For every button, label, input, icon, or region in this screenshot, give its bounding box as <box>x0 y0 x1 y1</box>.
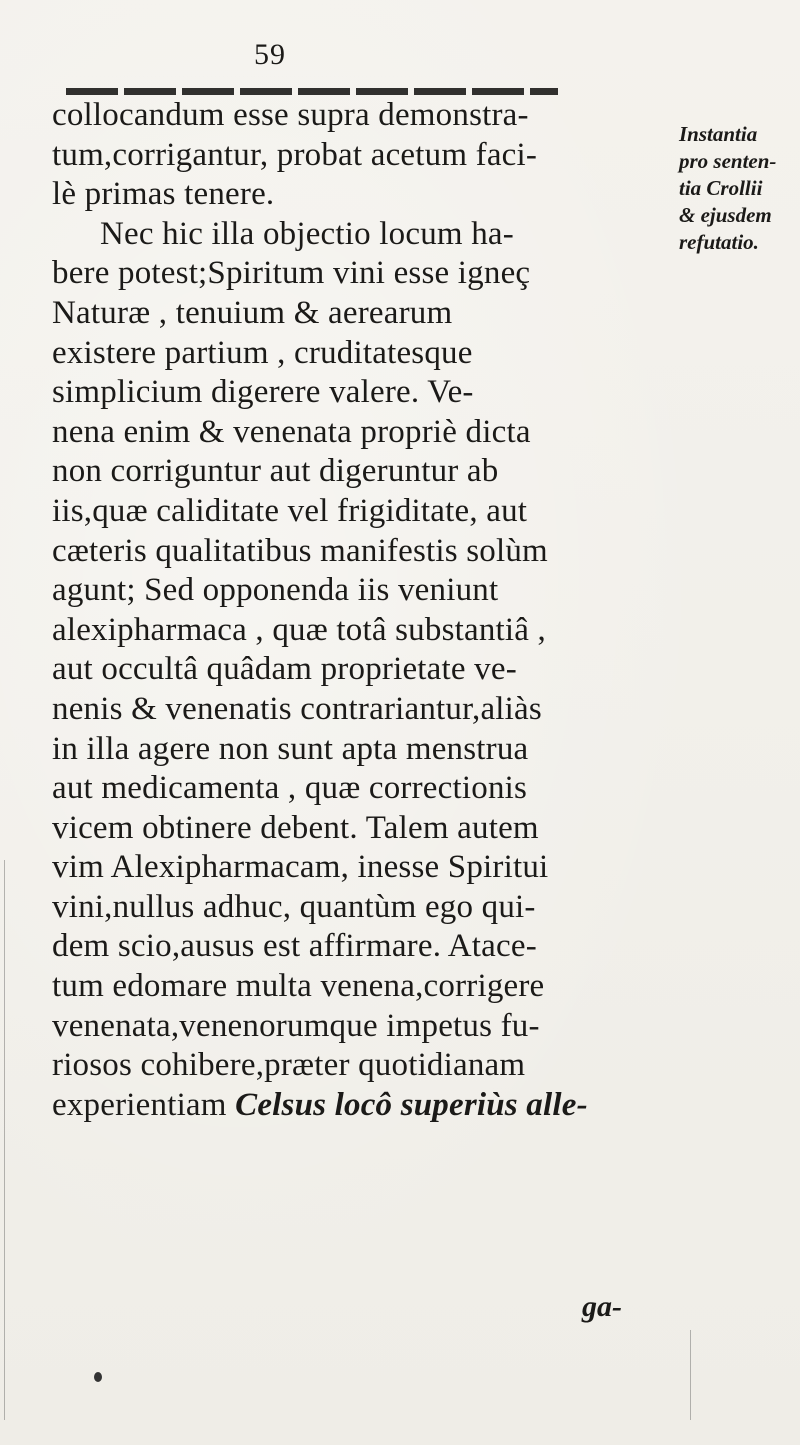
text-line: aut occultâ quâdam proprietate ve- <box>52 651 517 688</box>
body-text <box>52 96 638 1125</box>
paper-crease <box>4 860 5 1420</box>
ink-speck <box>94 1372 102 1382</box>
text-line: cæteris qualitatibus manifestis solùm <box>52 532 548 569</box>
text-line: vini,nullus adhuc, quantùm ego qui- <box>52 888 536 925</box>
citation-italic: Celsus locô superiùs alle- <box>235 1086 588 1123</box>
text-line: simplicium digerere valere. Ve- <box>52 374 474 411</box>
text-line: bere potest;Spiritum vini esse igneç <box>52 255 531 292</box>
text-line: venenata,venenorumque impetus fu- <box>52 1007 540 1044</box>
margin-note <box>679 121 797 256</box>
margin-note-line: refutatio. <box>679 230 759 254</box>
catchword: ga- <box>582 1290 622 1323</box>
text-line: nena enim & venenata propriè dicta <box>52 413 531 450</box>
text-line-last-prefix: experientiam <box>52 1086 227 1123</box>
text-line: in illa agere non sunt apta menstrua <box>52 730 529 767</box>
text-line: non corriguntur aut digeruntur ab <box>52 453 499 490</box>
text-line: tum edomare multa venena,corrigere <box>52 968 545 1005</box>
text-line: iis,quæ caliditate vel frigiditate, aut <box>52 492 528 529</box>
text-line: collocandum esse supra demonstra- <box>52 97 529 133</box>
text-line: riosos cohibere,præter quotidianam <box>52 1047 526 1084</box>
text-line: vim Alexipharmacam, inesse Spiritui <box>52 849 549 886</box>
margin-note-line: pro senten- <box>679 149 777 173</box>
margin-note-line: & ejusdem <box>679 203 772 227</box>
text-line: agunt; Sed opponenda iis veniunt <box>52 572 499 609</box>
text-line: Nec hic illa objectio locum ha- <box>100 215 514 252</box>
text-line: nenis & venenatis contrariantur,aliàs <box>52 690 542 727</box>
margin-note-line: tia Crollii <box>679 176 763 200</box>
text-line: vicem obtinere debent. Talem autem <box>52 809 539 846</box>
text-line: lè primas tenere. <box>52 176 275 213</box>
text-line: tum,corrigantur, probat acetum faci- <box>52 136 538 173</box>
header-rule <box>66 88 558 95</box>
page-number: 59 <box>254 38 286 71</box>
text-line: aut medicamenta , quæ correctionis <box>52 770 528 807</box>
text-line: alexipharmaca , quæ totâ substantiâ , <box>52 611 547 648</box>
text-line: Naturæ , tenuium & aerearum <box>52 294 453 331</box>
text-line: existere partium , cruditatesque <box>52 334 473 371</box>
margin-note-line: Instantia <box>679 122 758 146</box>
paper-crease <box>690 1330 691 1420</box>
text-line: dem scio,ausus est affirmare. Atace- <box>52 928 537 965</box>
text-line-last <box>52 1086 638 1126</box>
